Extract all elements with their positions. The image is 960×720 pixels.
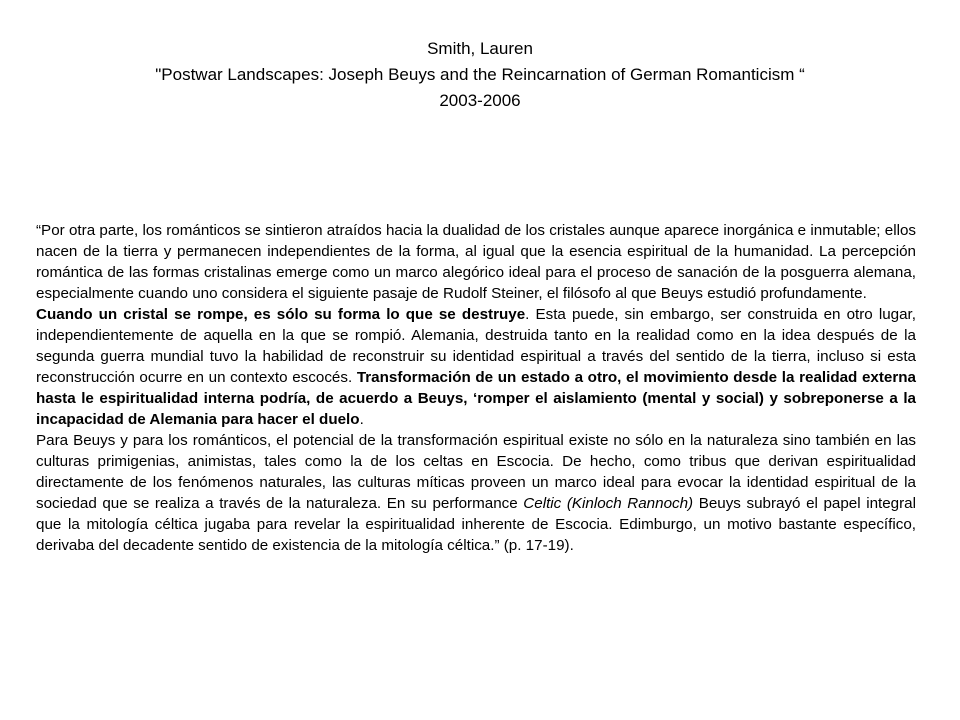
author-name: Smith, Lauren bbox=[427, 39, 533, 58]
paragraph-1 bbox=[36, 220, 916, 304]
bold-phrase-crystal: Cuando un cristal se rompe, es sólo su forma lo que se destruye bbox=[36, 306, 526, 323]
paragraph-3-text: Para Beuys y para los románticos, el potencial de la transformación espiritual existe no sólo en la naturaleza sino también en las culturas primigenias, animistas, tales como la de los celtas en Escocia. De hecho, como tribus que derivan espiritualidad directamente de los fenómenos naturales, las culturas míticas proveen un marco ideal para evocar la identidad espiritual de la sociedad que se realiza a través de la naturaleza. En su performance bbox=[36, 432, 916, 512]
quote-body bbox=[36, 220, 916, 556]
paragraph-3 bbox=[36, 430, 916, 556]
paragraph-2-text: . Esta puede, sin embargo, ser construida en otro lugar, independientemente de aquella en la que se rompió. Alemania, destruida tanto en la realidad como en la idea después de la segunda guerra mundial tuvo la habilidad de reconstruir su identidad espiritual a través del sentido de la tierra, incluso si esta reconstrucción ocurre en un contexto escocés. bbox=[36, 306, 916, 386]
paragraph-2 bbox=[36, 304, 916, 430]
bold-phrase-transformation: Transformación de un estado a otro, el movimiento desde la realidad externa hasta le espiritualidad interna podría, de acuerdo a Beuys, ‘romper el aislamiento (mental y social) y sobreponerse a la incapacidad de Alemania para hacer el duelo bbox=[36, 369, 917, 428]
paragraph-2-end: . bbox=[359, 411, 364, 428]
paragraph-1-text: “Por otra parte, los románticos se sintieron atraídos hacia la dualidad de los cristales aunque aparece inorgánica e inmutable; ellos nacen de la tierra y permanecen independientes de la forma, al igual que la esencia espiritual de la humanidad. La percepción romántica de las formas cristalinas emerge como un marco alegórico ideal para el proceso de sanación de la posguerra alemana, especialmente cuando uno considera el siguiente pasaje de Rudolf Steiner, el filósofo al que Beuys estudió profundamente. bbox=[36, 222, 916, 302]
work-years: 2003-2006 bbox=[439, 91, 521, 110]
work-title: "Postwar Landscapes: Joseph Beuys and the Reincarnation of German Romanticism “ bbox=[155, 65, 805, 84]
performance-title: Celtic (Kinloch Rannoch) bbox=[523, 495, 694, 512]
citation-header bbox=[40, 36, 920, 114]
paragraph-3-end: Beuys subrayó el papel integral que la mitología céltica jugaba para revelar la espiritualidad inherente de Escocia. Edimburgo, un motivo bastante específico, derivaba del decadente sentido de existencia de la mitología céltica.” (p. 17-19). bbox=[36, 495, 917, 554]
